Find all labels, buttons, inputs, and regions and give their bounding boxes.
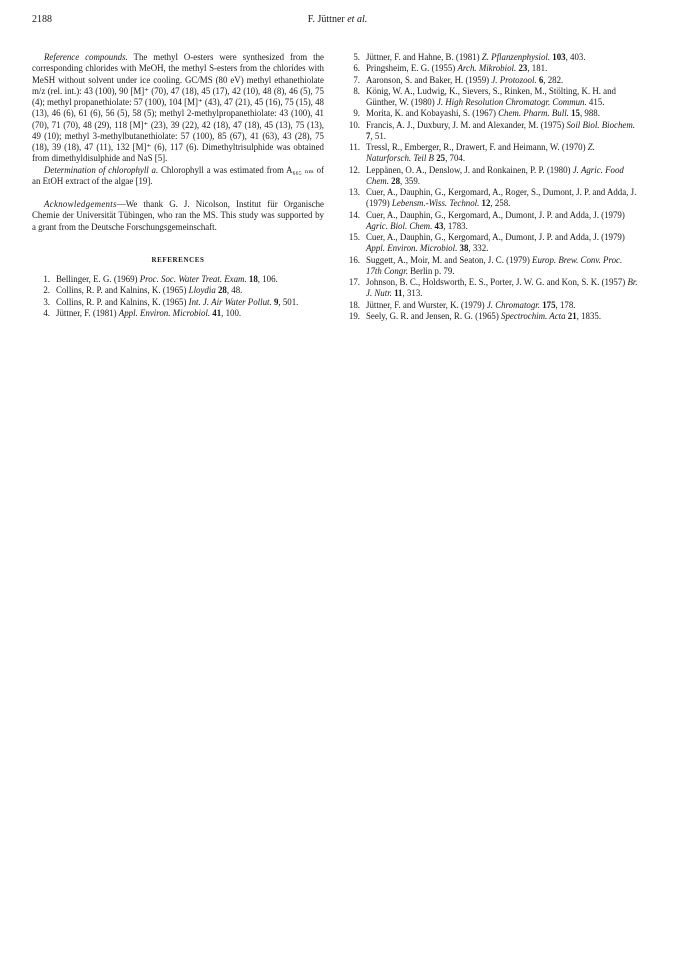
reference-authors: Jüttner, F. and Hahne, B. (1981)	[366, 52, 482, 62]
reference-pages: , 313.	[402, 288, 423, 299]
reference-journal: Arch. Mikrobiol.	[457, 63, 517, 74]
reference-volume: 7	[366, 130, 371, 141]
reference-item	[32, 274, 324, 285]
reference-volume: 103	[552, 52, 566, 62]
reference-number: 16.	[348, 254, 360, 265]
reference-number: 15.	[348, 232, 360, 242]
reference-body	[366, 108, 640, 119]
reference-pages: , 258.	[490, 198, 511, 209]
reference-body	[56, 285, 324, 296]
running-head	[0, 14, 675, 25]
reference-number: 6.	[353, 63, 360, 74]
reference-authors: Tressl, R., Emberger, R., Drawert, F. and Heimann, W. (1970)	[366, 142, 588, 152]
reference-authors: Cuer, A., Dauphin, G., Kergomard, A., Roger, S., Dumont, J. P. and Adda, J. (1979)	[366, 187, 637, 209]
reference-authors: König, W. A., Ludwig, K., Sievers, S., Rinken, M., Stölting, K. H. and Günther, W. (1980)	[366, 85, 616, 107]
reference-body	[366, 232, 640, 255]
acknowledgements-paragraph	[32, 199, 324, 233]
reference-item	[342, 86, 640, 109]
reference-item	[342, 255, 640, 278]
reference-journal: Appl. Environ. Microbiol.	[118, 307, 211, 318]
reference-number: 9.	[353, 108, 360, 119]
reference-authors: Pringsheim, E. G. (1955)	[366, 63, 458, 74]
reference-authors: Francis, A. J., Duxbury, J. M. and Alexander, M. (1975)	[366, 119, 567, 130]
running-head-author: F. Jüttner	[307, 14, 345, 25]
reference-pages: , 178.	[555, 299, 576, 310]
reference-journal: Int. J. Air Water Pollut.	[188, 296, 272, 307]
reference-authors: Aaronson, S. and Baker, H. (1959)	[366, 74, 492, 85]
reference-item	[32, 308, 324, 319]
reference-body	[366, 255, 640, 278]
reference-body	[56, 308, 324, 319]
chlorophyll-paragraph	[32, 165, 324, 188]
page-number: 2188	[32, 14, 52, 25]
reference-number: 12.	[348, 164, 360, 175]
reference-journal: Chem. Pharm. Bull.	[498, 108, 569, 119]
reference-number: 5.	[353, 52, 360, 62]
references-list-left	[32, 274, 324, 319]
reference-pages: , 359.	[400, 175, 420, 186]
reference-item	[342, 165, 640, 188]
reference-pages: , 403.	[565, 52, 586, 62]
reference-journal: Spectrochim. Acta	[501, 310, 566, 321]
reference-body	[366, 63, 640, 74]
paragraph-lead: Determination of chlorophyll a.	[44, 164, 159, 175]
reference-number: 1.	[43, 274, 50, 284]
reference-pages: , 51.	[370, 130, 386, 141]
reference-journal: J. High Resolution Chromatogr. Commun.	[436, 97, 587, 107]
reference-item	[342, 75, 640, 86]
reference-journal: Soil Biol. Biochem.	[566, 119, 635, 130]
reference-journal: Lloydia	[188, 285, 216, 296]
reference-item	[32, 285, 324, 296]
reference-item	[342, 232, 640, 255]
reference-number: 7.	[353, 74, 360, 85]
reference-pages: , 48.	[226, 285, 243, 296]
reference-authors: Suggett, A., Moir, M. and Seaton, J. C. (1979)	[366, 254, 533, 265]
reference-item	[342, 210, 640, 233]
reference-pages: , 988.	[579, 108, 600, 119]
reference-number: 19.	[348, 310, 360, 321]
reference-number: 14.	[348, 209, 360, 220]
reference-body	[366, 52, 640, 63]
reference-pages: , 282.	[543, 74, 564, 85]
reference-number: 8.	[353, 85, 360, 96]
reference-journal: Agric. Biol. Chem.	[366, 220, 433, 231]
reference-item	[342, 63, 640, 74]
reference-authors: Johnson, B. C., Holdsworth, E. S., Porter, J. W. G. and Kon, S. K. (1957)	[366, 277, 628, 287]
reference-pages: , 1835.	[576, 310, 602, 321]
reference-journal: Appl. Environ. Microbiol.	[366, 243, 458, 254]
reference-number: 17.	[348, 277, 360, 287]
reference-journal: Lebensm.-Wiss. Technol.	[391, 198, 480, 209]
reference-journal: Z. Naturforsch. Teil B	[366, 142, 595, 164]
acknowledgements-text: —We thank G. J. Nicolson, Institut für Organische Chemie der Universität Tübingen, who ran the MS. This study was supported by a grant from the Deutsche Forschungsgemeinschaft.	[32, 199, 324, 232]
reference-volume: 21	[567, 310, 577, 321]
reference-number: 2.	[43, 285, 50, 296]
reference-journal: J. Agric. Food Chem.	[366, 164, 624, 186]
reference-pages: , 704.	[445, 153, 466, 164]
reference-pages: , 332.	[468, 243, 489, 254]
reference-number: 13.	[348, 187, 360, 197]
reference-body	[366, 210, 640, 233]
reference-body	[366, 300, 640, 311]
reference-pages: , 501.	[278, 296, 299, 307]
reference-journal: Br. J. Nutr.	[366, 277, 638, 299]
reference-body	[366, 86, 640, 109]
reference-volume: 28	[391, 175, 401, 186]
reference-number: 3.	[43, 296, 50, 307]
reference-item	[342, 108, 640, 119]
reference-item	[342, 120, 640, 143]
reference-journal: J. Protozool.	[491, 74, 537, 85]
reference-volume: 11	[394, 288, 403, 299]
reference-item	[342, 300, 640, 311]
reference-authors: Seely, G. R. and Jensen, R. G. (1965)	[366, 310, 501, 321]
reference-item	[32, 297, 324, 308]
reference-item	[342, 311, 640, 322]
reference-pages: Berlin p. 79.	[410, 265, 455, 276]
reference-pages: , 1783.	[443, 220, 468, 231]
reference-volume: 175	[542, 299, 556, 310]
reference-item	[342, 52, 640, 63]
reference-number: 11.	[349, 142, 360, 152]
running-head-et-al: et al.	[347, 14, 368, 25]
reference-compounds-paragraph	[32, 52, 324, 165]
reference-volume: 12	[481, 198, 491, 209]
reference-authors: Collins, R. P. and Kalnins, K. (1965)	[56, 285, 189, 296]
reference-body	[56, 274, 324, 285]
reference-item	[342, 277, 640, 300]
reference-body	[366, 120, 640, 143]
reference-volume: 25	[436, 153, 446, 164]
left-column	[32, 52, 324, 319]
paragraph-text: Chlorophyll a was estimated from A₆₆₅ ₙₘ of an EtOH extract of the algae [19].	[32, 164, 324, 186]
reference-authors: Bellinger, E. G. (1969)	[56, 274, 140, 284]
references-heading: REFERENCES	[151, 255, 205, 264]
right-column	[342, 52, 640, 322]
reference-item	[342, 187, 640, 210]
reference-volume: 6	[538, 74, 544, 85]
reference-number: 10.	[348, 119, 360, 130]
reference-volume: 41	[212, 307, 222, 318]
reference-body	[366, 311, 640, 322]
reference-body	[366, 187, 640, 210]
reference-pages: 415.	[588, 97, 605, 107]
reference-journal: J. Chromatogr.	[486, 299, 540, 310]
paragraph-lead: Reference compounds.	[44, 52, 128, 62]
reference-journal: Proc. Soc. Water Treat. Exam.	[139, 274, 247, 284]
reference-number: 18.	[348, 299, 360, 310]
reference-body	[366, 75, 640, 86]
reference-volume: 43	[434, 220, 444, 231]
acknowledgements-lead: Acknowledgements	[44, 199, 117, 209]
reference-journal: Z. Pflanzenphysiol.	[481, 52, 551, 62]
reference-authors: Jüttner, F. (1981)	[56, 307, 119, 318]
reference-volume: 28	[217, 285, 227, 296]
paragraph-text: The methyl O-esters were synthesized from the corresponding chlorides with MeOH, the methyl S-esters from the chlorides with MeSH without solvent under ice cooling. GC/MS (80 eV) methyl ethanethiolate m/z (rel. int.): 43 (100), 90 [M]⁺ (70), 47 (18), 45 (17), 42 (10), 48 (8), 46 (5), 75 (4); methyl propanethiolate: 57 (100), 104 [M]⁺ (43), 47 (21), 45 (16), 75 (15), 48 (13), 46 (6), 61 (6), 56 (5), 58 (5); methyl 2-methylpropanethiolate: 43 (100), 41 (70), 71 (70), 48 (29), 118 [M]⁺ (23), 39 (22), 42 (18), 47 (18), 45 (13), 75 (13), 49 (10); methyl 3-methylbutanethiolate: 57 (100), 85 (67), 41 (63), 43 (28), 75 (18), 39 (18), 47 (11), 132 [M]⁺ (6), 117 (6). Dimethyltrisulphide was obtained from dimethyldisulphide and NaS [5].	[32, 52, 324, 164]
reference-authors: Leppänen, O. A., Denslow, J. and Ronkainen, P. P. (1980)	[366, 164, 573, 175]
reference-authors: Jüttner, F. and Wurster, K. (1979)	[366, 299, 487, 310]
reference-volume: 23	[518, 63, 528, 74]
references-list-right	[342, 52, 640, 322]
reference-volume: 9	[273, 296, 279, 307]
reference-body	[366, 165, 640, 188]
reference-pages: , 100.	[221, 307, 242, 318]
reference-body	[366, 142, 640, 165]
reference-journal: Europ. Brew. Conv. Proc. 17th Congr.	[366, 254, 623, 276]
reference-number: 4.	[43, 307, 50, 318]
reference-authors: Cuer, A., Dauphin, G., Kergomard, A., Dumont, J. P. and Adda, J. (1979)	[366, 209, 625, 220]
reference-authors: Morita, K. and Kobayashi, S. (1967)	[366, 108, 499, 119]
reference-volume: 15	[571, 108, 580, 119]
reference-authors: Cuer, A., Dauphin, G., Kergomard, A., Dumont, J. P. and Adda, J. (1979)	[366, 232, 625, 242]
reference-volume: 18	[248, 274, 258, 284]
reference-pages: , 181.	[527, 63, 548, 74]
reference-body	[56, 297, 324, 308]
reference-body	[366, 277, 640, 300]
reference-volume: 38	[459, 243, 469, 254]
reference-item	[342, 142, 640, 165]
reference-authors: Collins, R. P. and Kalnins, K. (1965)	[56, 296, 189, 307]
reference-pages: , 106.	[257, 274, 278, 284]
